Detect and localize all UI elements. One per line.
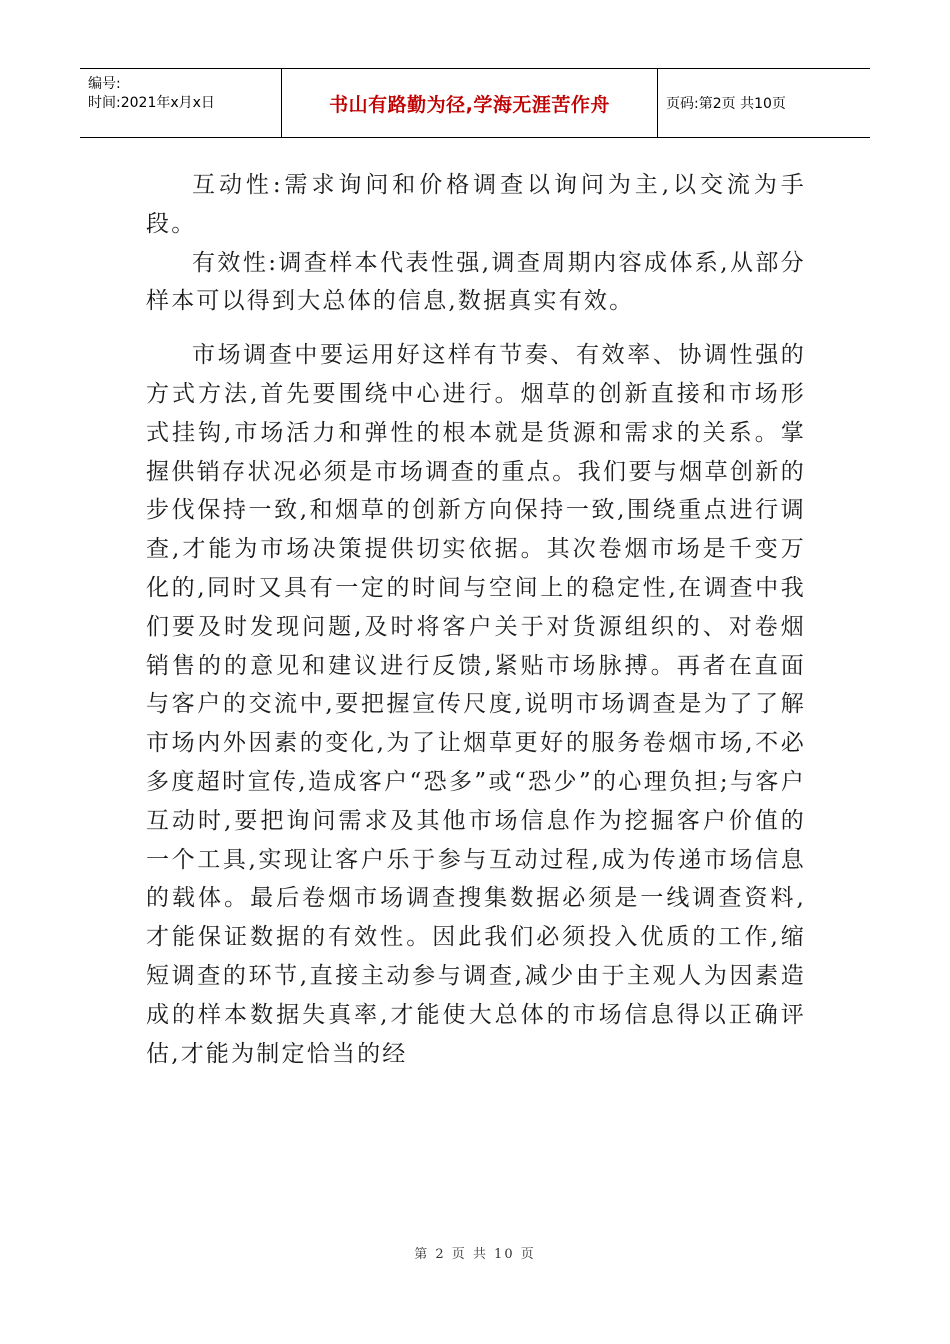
header-motto: 书山有路勤为径,学海无涯苦作舟 (282, 69, 658, 137)
header-meta (80, 69, 282, 137)
paragraph-interactivity: 互动性:需求询问和价格调查以询问为主,以交流为手段。 (146, 172, 806, 237)
paragraph-effectiveness: 有效性:调查样本代表性强,调查周期内容成体系,从部分样本可以得到大总体的信息,数据真实有效。 (146, 249, 806, 315)
number-label: 编号: (88, 76, 121, 92)
header-page-info: 页码:第2页 共10页 (666, 96, 786, 112)
page-header (80, 68, 870, 138)
paragraph-market-survey: 市场调查中要运用好这样有节奏、有效率、协调性强的方式方法,首先要围绕中心进行。烟草的创新直接和市场形式挂钩,市场活力和弹性的根本就是货源和需求的关系。掌握供销存状况必须是市场调查的重点。我们要与烟草创新的步伐保持一致,和烟草的创新方向保持一致,围绕重点进行调查,才能为市场决策提供切实依据。其次卷烟市场是千变万化的,同时又具有一定的时间与空间上的稳定性,在调查中我们要及时发现问题,及时将客户关于对货源组织的、对卷烟销售的的意见和建议进行反馈,紧贴市场脉搏。再者在直面与客户的交流中,要把握宣传尺度,说明市场调查是为了了解市场内外因素的变化,为了让烟草更好的服务卷烟市场,不必多度超时宣传,造成客户“恐多”或“恐少”的心理负担;与客户互动时,要把询问需求及其他市场信息作为挖掘客户价值的一个工具,实现让客户乐于参与互动过程,成为传递市场信息的载体。最后卷烟市场调查搜集数据必须是一线调查资料,才能保证数据的有效性。因此我们必须投入优质的工作,缩短调查的环节,直接主动参与调查,减少由于主观人为因素造成的样本数据失真率,才能使大总体的市场信息得以正确评估,才能为制定恰当的经 (146, 342, 806, 1067)
page-footer: 第 2 页 共 10 页 (414, 1247, 536, 1262)
time-label: 时间:2021年x月x日 (88, 95, 215, 111)
document-body (146, 166, 806, 1073)
